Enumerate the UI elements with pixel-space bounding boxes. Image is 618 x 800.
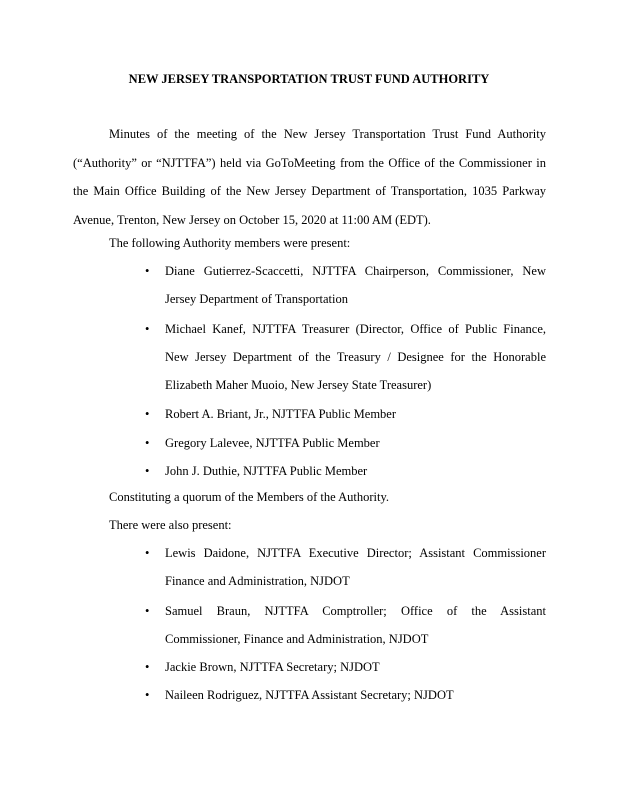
list-item [145, 400, 546, 428]
attendee-entry: Lewis Daidone, NJTTFA Executive Director; Assistant Commissioner Finance and Administration, NJDOT [165, 546, 546, 589]
bullet-icon: • [145, 688, 150, 703]
list-item [145, 653, 546, 681]
bullet-icon: • [145, 603, 150, 618]
members-heading: The following Authority members were present: [109, 236, 351, 250]
list-item [145, 539, 546, 596]
also-present-list [145, 539, 546, 710]
member-entry: Diane Gutierrez-Scaccetti, NJTTFA Chairperson, Commissioner, New Jersey Department of Transportation [165, 264, 546, 307]
bullet-icon: • [145, 264, 150, 278]
attendee-entry: Samuel Braun, NJTTFA Comptroller; Office of the Assistant Commissioner, Finance and Administration, NJDOT [165, 603, 546, 646]
bullet-icon: • [145, 407, 150, 422]
intro-paragraph: Minutes of the meeting of the New Jersey Transportation Trust Fund Authority (“Authority” or “NJTTFA”) held via GoToMeeting from the Office of the Commissioner in the Main Office Building of the New Jersey Department of Transportation, 1035 Parkway Avenue, Trenton, New Jersey on October 15, 2020 at 11:00 AM (EDT). [73, 127, 546, 227]
member-entry: Robert A. Briant, Jr., NJTTFA Public Member [165, 407, 397, 422]
bullet-icon: • [145, 546, 150, 560]
attendee-entry: Naileen Rodriguez, NJTTFA Assistant Secretary; NJDOT [165, 688, 454, 703]
bullet-icon: • [145, 464, 150, 479]
also-present-heading: There were also present: [109, 518, 232, 532]
quorum-text: Constituting a quorum of the Members of the Authority. [109, 490, 390, 504]
member-entry: Michael Kanef, NJTTFA Treasurer (Director, Office of Public Finance, New Jersey Department of the Treasury / Designee for the Honorable Elizabeth Maher Muoio, New Jersey State Treasurer) [165, 321, 546, 393]
list-item [145, 315, 546, 400]
members-list [145, 257, 546, 485]
bullet-icon: • [145, 660, 150, 675]
member-entry: John J. Duthie, NJTTFA Public Member [165, 464, 368, 479]
list-item [145, 597, 546, 654]
bullet-icon: • [145, 321, 150, 336]
list-item [145, 457, 546, 485]
attendee-entry: Jackie Brown, NJTTFA Secretary; NJDOT [165, 660, 380, 675]
list-item [145, 257, 546, 314]
list-item [145, 681, 546, 709]
member-entry: Gregory Lalevee, NJTTFA Public Member [165, 435, 380, 450]
bullet-icon: • [145, 435, 150, 450]
document-title: NEW JERSEY TRANSPORTATION TRUST FUND AUTHORITY [128, 72, 490, 86]
list-item [145, 429, 546, 457]
